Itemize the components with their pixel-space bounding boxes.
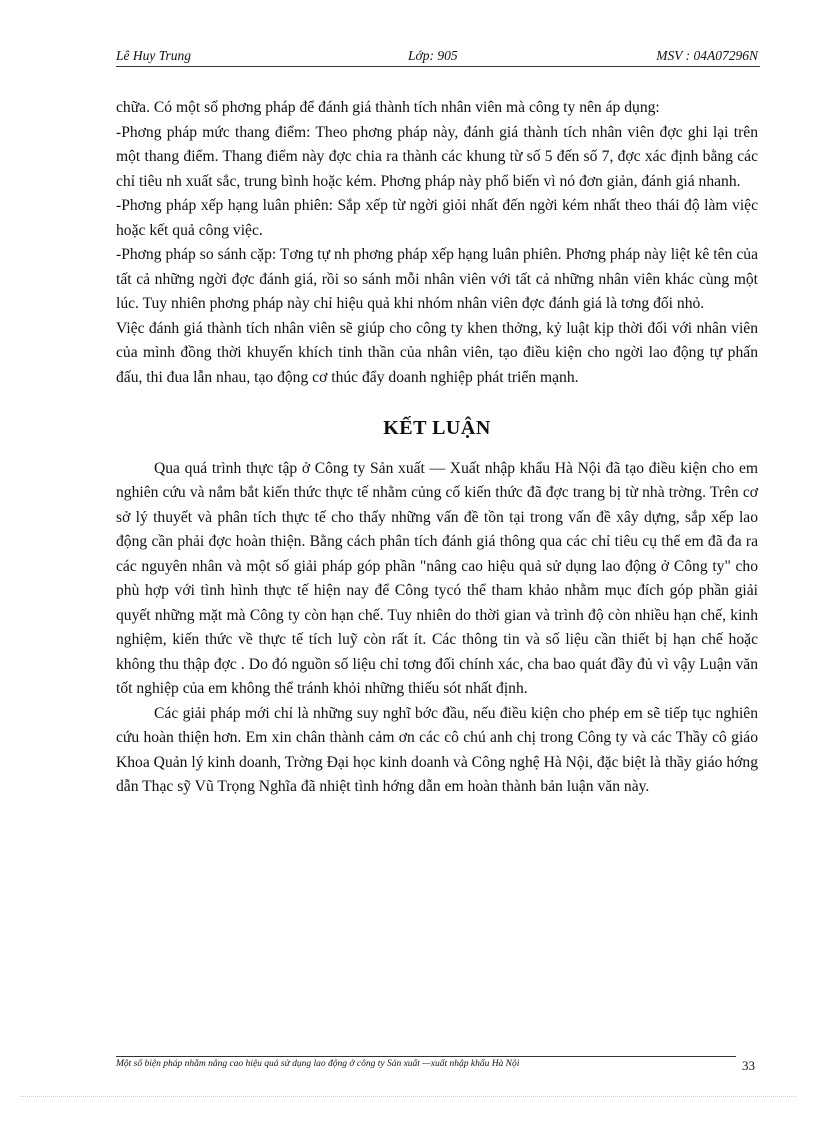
method-alternation-ranking: -Phơng pháp xếp hạng luân phiên: Sắp xếp từ ngời giỏi nhất đến ngời kém nhất theo thái độ làm việc hoặc kết quả công việc. <box>116 197 758 239</box>
section-heading: KẾT LUẬN <box>383 417 491 439</box>
summary-paragraph: Việc đánh giá thành tích nhân viên sẽ giúp cho công ty khen thởng, kỷ luật kịp thời đối với nhân viên của mình đồng thời khuyến khích tinh thần của nhân viên, tạo điều kiện cho ngời lao động tự phấn đấu, thi đua lẫn nhau, tạo động cơ thúc đẩy doanh nghiệp phát triển mạnh. <box>116 319 758 386</box>
conclusion-paragraph-1: Qua quá trình thực tập ở Công ty Sản xuất — Xuất nhập khẩu Hà Nội đã tạo điều kiện cho em nghiên cứu và nắm bắt kiến thức thực tế nhằm củng cố kiến thức đã đợc trang bị từ nhà trờng. Trên cơ sở lý thuyết và phân tích thực tế cho thấy những vấn đề tồn tại trong vấn đề xây dựng, sắp xếp lao động cần phải đợc hoàn thiện. Bằng cách phân tích đánh giá thông qua các chỉ tiêu cụ thể em đã đa ra các nguyên nhân và một số giải pháp góp phần "nâng cao hiệu quả sử dụng lao động ở Công ty" cho phù hợp với tình hình thực tế hiện nay để Công tycó thể tham khảo nhằm mục đích góp phần giải quyết những mặt mà Công ty còn hạn chế. Tuy nhiên do thời gian và trình độ còn nhiều hạn chế, kinh nghiệm, kiến thức về thực tế tích luỹ còn rất ít. Các thông tin và số liệu cần thiết bị hạn chế hoặc không thu thập đợc . Do đó nguồn số liệu chỉ tơng đối chính xác, cha bao quát đầy đủ vì vậy Luận văn tốt nghiệp của em không thể tránh khỏi những thiếu sót nhất định. <box>116 459 758 697</box>
document-body <box>116 96 758 800</box>
page-footer <box>116 1056 736 1069</box>
intro-paragraph: chữa. Có một số phơng pháp để đánh giá thành tích nhân viên mà công ty nên áp dụng: <box>116 99 660 116</box>
header-author: Lê Huy Trung <box>116 48 192 63</box>
footer-title: Một số biện pháp nhằm nâng cao hiệu quả sử dụng lao động ở công ty Sản xuất —xuất nhập khẩu Hà Nội <box>116 1059 520 1069</box>
page-edge-divider <box>20 1096 796 1097</box>
page-header <box>116 48 760 67</box>
page-number: 33 <box>742 1058 755 1073</box>
method-rating-scale: -Phơng pháp mức thang điểm: Theo phơng pháp này, đánh giá thành tích nhân viên đợc ghi lại trên một thang điểm. Thang điểm này đợc chia ra thành các khung từ số 5 đến số 7, đợc xác định bằng các chỉ tiêu nh xuất sắc, trung bình hoặc kém. Phơng pháp này phổ biến vì nó đơn giản, đánh giá nhanh. <box>116 123 758 190</box>
header-student-id: MSV : 04A07296N <box>656 48 758 63</box>
header-class: Lớp: 905 <box>408 48 458 63</box>
method-paired-comparison: -Phơng pháp so sánh cặp: Tơng tự nh phơng pháp xếp hạng luân phiên. Phơng pháp này liệt kê tên của tất cả những ngời đợc đánh giá, rồi so sánh mỗi nhân viên với tất cả những nhân viên khác cùng một lúc. Tuy nhiên phơng pháp này chỉ hiệu quả khi nhóm nhân viên đợc đánh giá là tơng đối nhỏ. <box>116 246 758 312</box>
conclusion-paragraph-2: Các giải pháp mới chỉ là những suy nghĩ bớc đầu, nếu điều kiện cho phép em sẽ tiếp tục nghiên cứu hoàn thiện hơn. Em xin chân thành cảm ơn các cô chú anh chị trong Công ty và các Thầy cô giáo Khoa Quản lý kinh doanh, Trờng Đại học kinh doanh và Công nghệ Hà Nội, đặc biệt là thầy giáo hớng dẫn Thạc sỹ Vũ Trọng Nghĩa đã nhiệt tình hớng dẫn em hoàn thành bản luận văn này. <box>116 704 758 795</box>
